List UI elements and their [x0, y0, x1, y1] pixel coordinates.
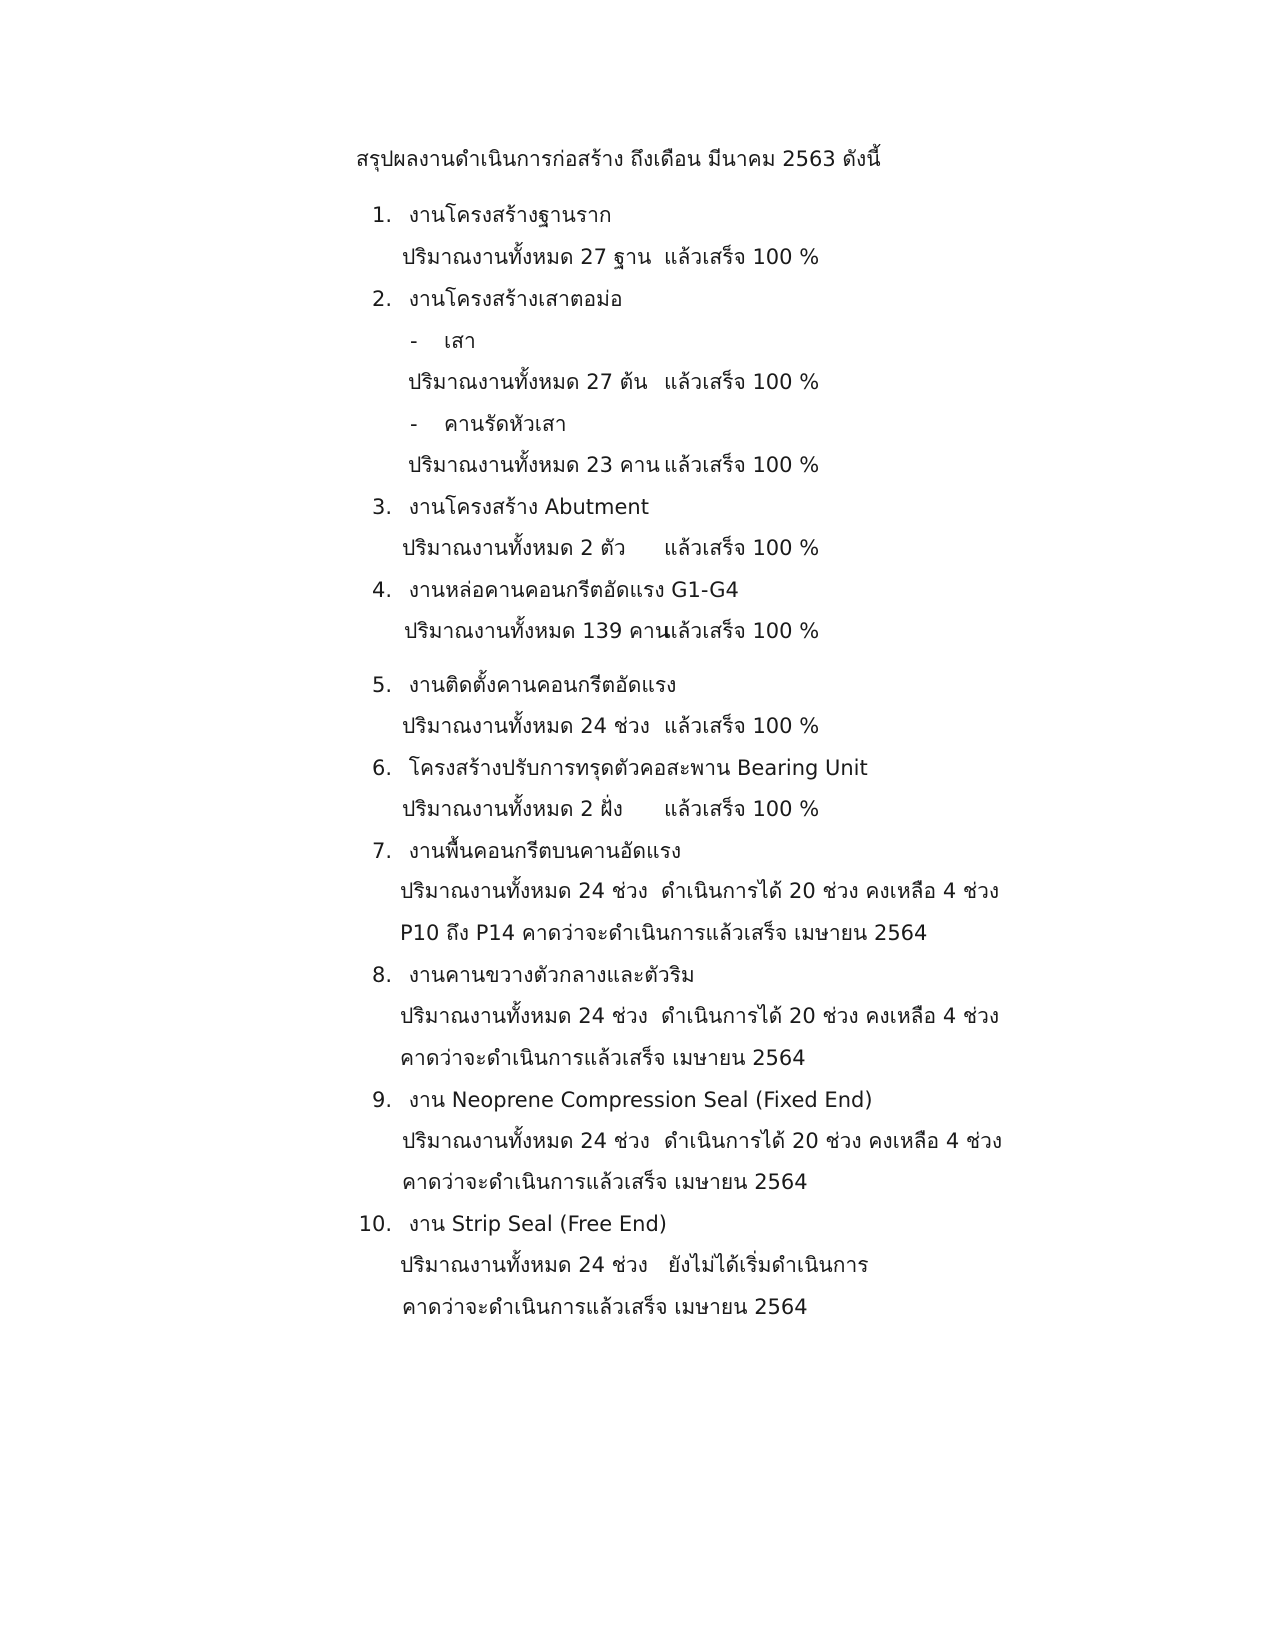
item-9-heading: [356, 1085, 873, 1115]
item-10-note: คาดว่าจะดำเนินการแล้วเสร็จ เมษายน 2564: [402, 1295, 808, 1319]
item-3-status: แล้วเสร็จ 100 %: [664, 536, 820, 560]
item-2-sub-2-dash: -: [410, 412, 418, 436]
item-1-heading: [356, 200, 612, 230]
item-5-heading: [356, 670, 676, 700]
item-3-quantity: ปริมาณงานทั้งหมด 2 ตัว: [402, 536, 626, 560]
item-number: 3.: [371, 495, 392, 519]
item-heading-text: งาน Neoprene Compression Seal (Fixed End): [408, 1088, 873, 1112]
item-9-status: ดำเนินการได้ 20 ช่วง คงเหลือ 4 ช่วง: [664, 1129, 1003, 1153]
item-2-sub-2-label: คานรัดหัวเสา: [444, 412, 567, 436]
item-6-quantity: ปริมาณงานทั้งหมด 2 ฝั่ง: [402, 797, 623, 821]
item-2-sub-1-dash: -: [410, 329, 418, 353]
item-8-heading: [356, 960, 695, 990]
item-heading-text: งานหล่อคานคอนกรีตอัดแรง G1-G4: [408, 578, 739, 602]
item-7-heading: [356, 836, 681, 866]
item-6-heading: [356, 753, 868, 783]
item-2-sub-2-quantity: ปริมาณงานทั้งหมด 23 คาน: [408, 453, 660, 477]
item-1-quantity: ปริมาณงานทั้งหมด 27 ฐาน: [402, 245, 652, 269]
item-number: 7.: [371, 839, 392, 863]
item-heading-text: งานโครงสร้างฐานราก: [408, 203, 612, 227]
item-heading-text: งานติดตั้งคานคอนกรีตอัดแรง: [408, 673, 677, 697]
item-number: 5.: [371, 673, 392, 697]
item-2-heading: [356, 284, 623, 314]
item-10-quantity: ปริมาณงานทั้งหมด 24 ช่วง: [400, 1253, 648, 1277]
item-heading-text: โครงสร้างปรับการทรุดตัวคอสะพาน Bearing Unit: [408, 756, 868, 780]
item-3-heading: [356, 492, 649, 522]
item-9-note: คาดว่าจะดำเนินการแล้วเสร็จ เมษายน 2564: [402, 1170, 808, 1194]
item-heading-text: งานโครงสร้าง Abutment: [408, 495, 649, 519]
item-4-heading: [356, 575, 739, 605]
item-heading-text: งาน Strip Seal (Free End): [408, 1212, 667, 1236]
item-4-status: แล้วเสร็จ 100 %: [664, 619, 820, 643]
item-number: 2.: [371, 287, 392, 311]
item-5-quantity: ปริมาณงานทั้งหมด 24 ช่วง: [402, 714, 650, 738]
item-10-status: ยังไม่ได้เริ่มดำเนินการ: [668, 1253, 869, 1277]
item-heading-text: งานพื้นคอนกรีตบนคานอัดแรง: [408, 839, 682, 863]
item-heading-text: งานโครงสร้างเสาตอม่อ: [408, 287, 623, 311]
item-7-quantity: ปริมาณงานทั้งหมด 24 ช่วง: [400, 879, 648, 903]
item-6-status: แล้วเสร็จ 100 %: [664, 797, 820, 821]
item-number: 6.: [371, 756, 392, 780]
item-2-sub-2-status: แล้วเสร็จ 100 %: [664, 453, 820, 477]
item-number: 1.: [371, 203, 392, 227]
item-4-quantity: ปริมาณงานทั้งหมด 139 คาน: [404, 619, 670, 643]
item-number: 9.: [371, 1088, 392, 1112]
item-10-heading: [356, 1209, 667, 1239]
item-number: 10.: [358, 1212, 392, 1236]
item-2-sub-1-status: แล้วเสร็จ 100 %: [664, 370, 820, 394]
item-7-status: ดำเนินการได้ 20 ช่วง คงเหลือ 4 ช่วง: [661, 879, 1000, 903]
item-2-sub-1-quantity: ปริมาณงานทั้งหมด 27 ต้น: [408, 370, 648, 394]
item-2-sub-1-label: เสา: [444, 329, 476, 353]
item-number: 8.: [371, 963, 392, 987]
item-number: 4.: [371, 578, 392, 602]
item-5-status: แล้วเสร็จ 100 %: [664, 714, 820, 738]
item-8-note: คาดว่าจะดำเนินการแล้วเสร็จ เมษายน 2564: [400, 1046, 806, 1070]
item-1-status: แล้วเสร็จ 100 %: [664, 245, 820, 269]
item-7-note: P10 ถึง P14 คาดว่าจะดำเนินการแล้วเสร็จ เมษายน 2564: [400, 921, 928, 945]
item-heading-text: งานคานขวางตัวกลางและตัวริม: [408, 963, 695, 987]
item-8-status: ดำเนินการได้ 20 ช่วง คงเหลือ 4 ช่วง: [661, 1004, 1000, 1028]
item-8-quantity: ปริมาณงานทั้งหมด 24 ช่วง: [400, 1004, 648, 1028]
document-title: สรุปผลงานดำเนินการก่อสร้าง ถึงเดือน มีนาคม 2563 ดังนี้: [356, 147, 881, 171]
item-9-quantity: ปริมาณงานทั้งหมด 24 ช่วง: [402, 1129, 650, 1153]
